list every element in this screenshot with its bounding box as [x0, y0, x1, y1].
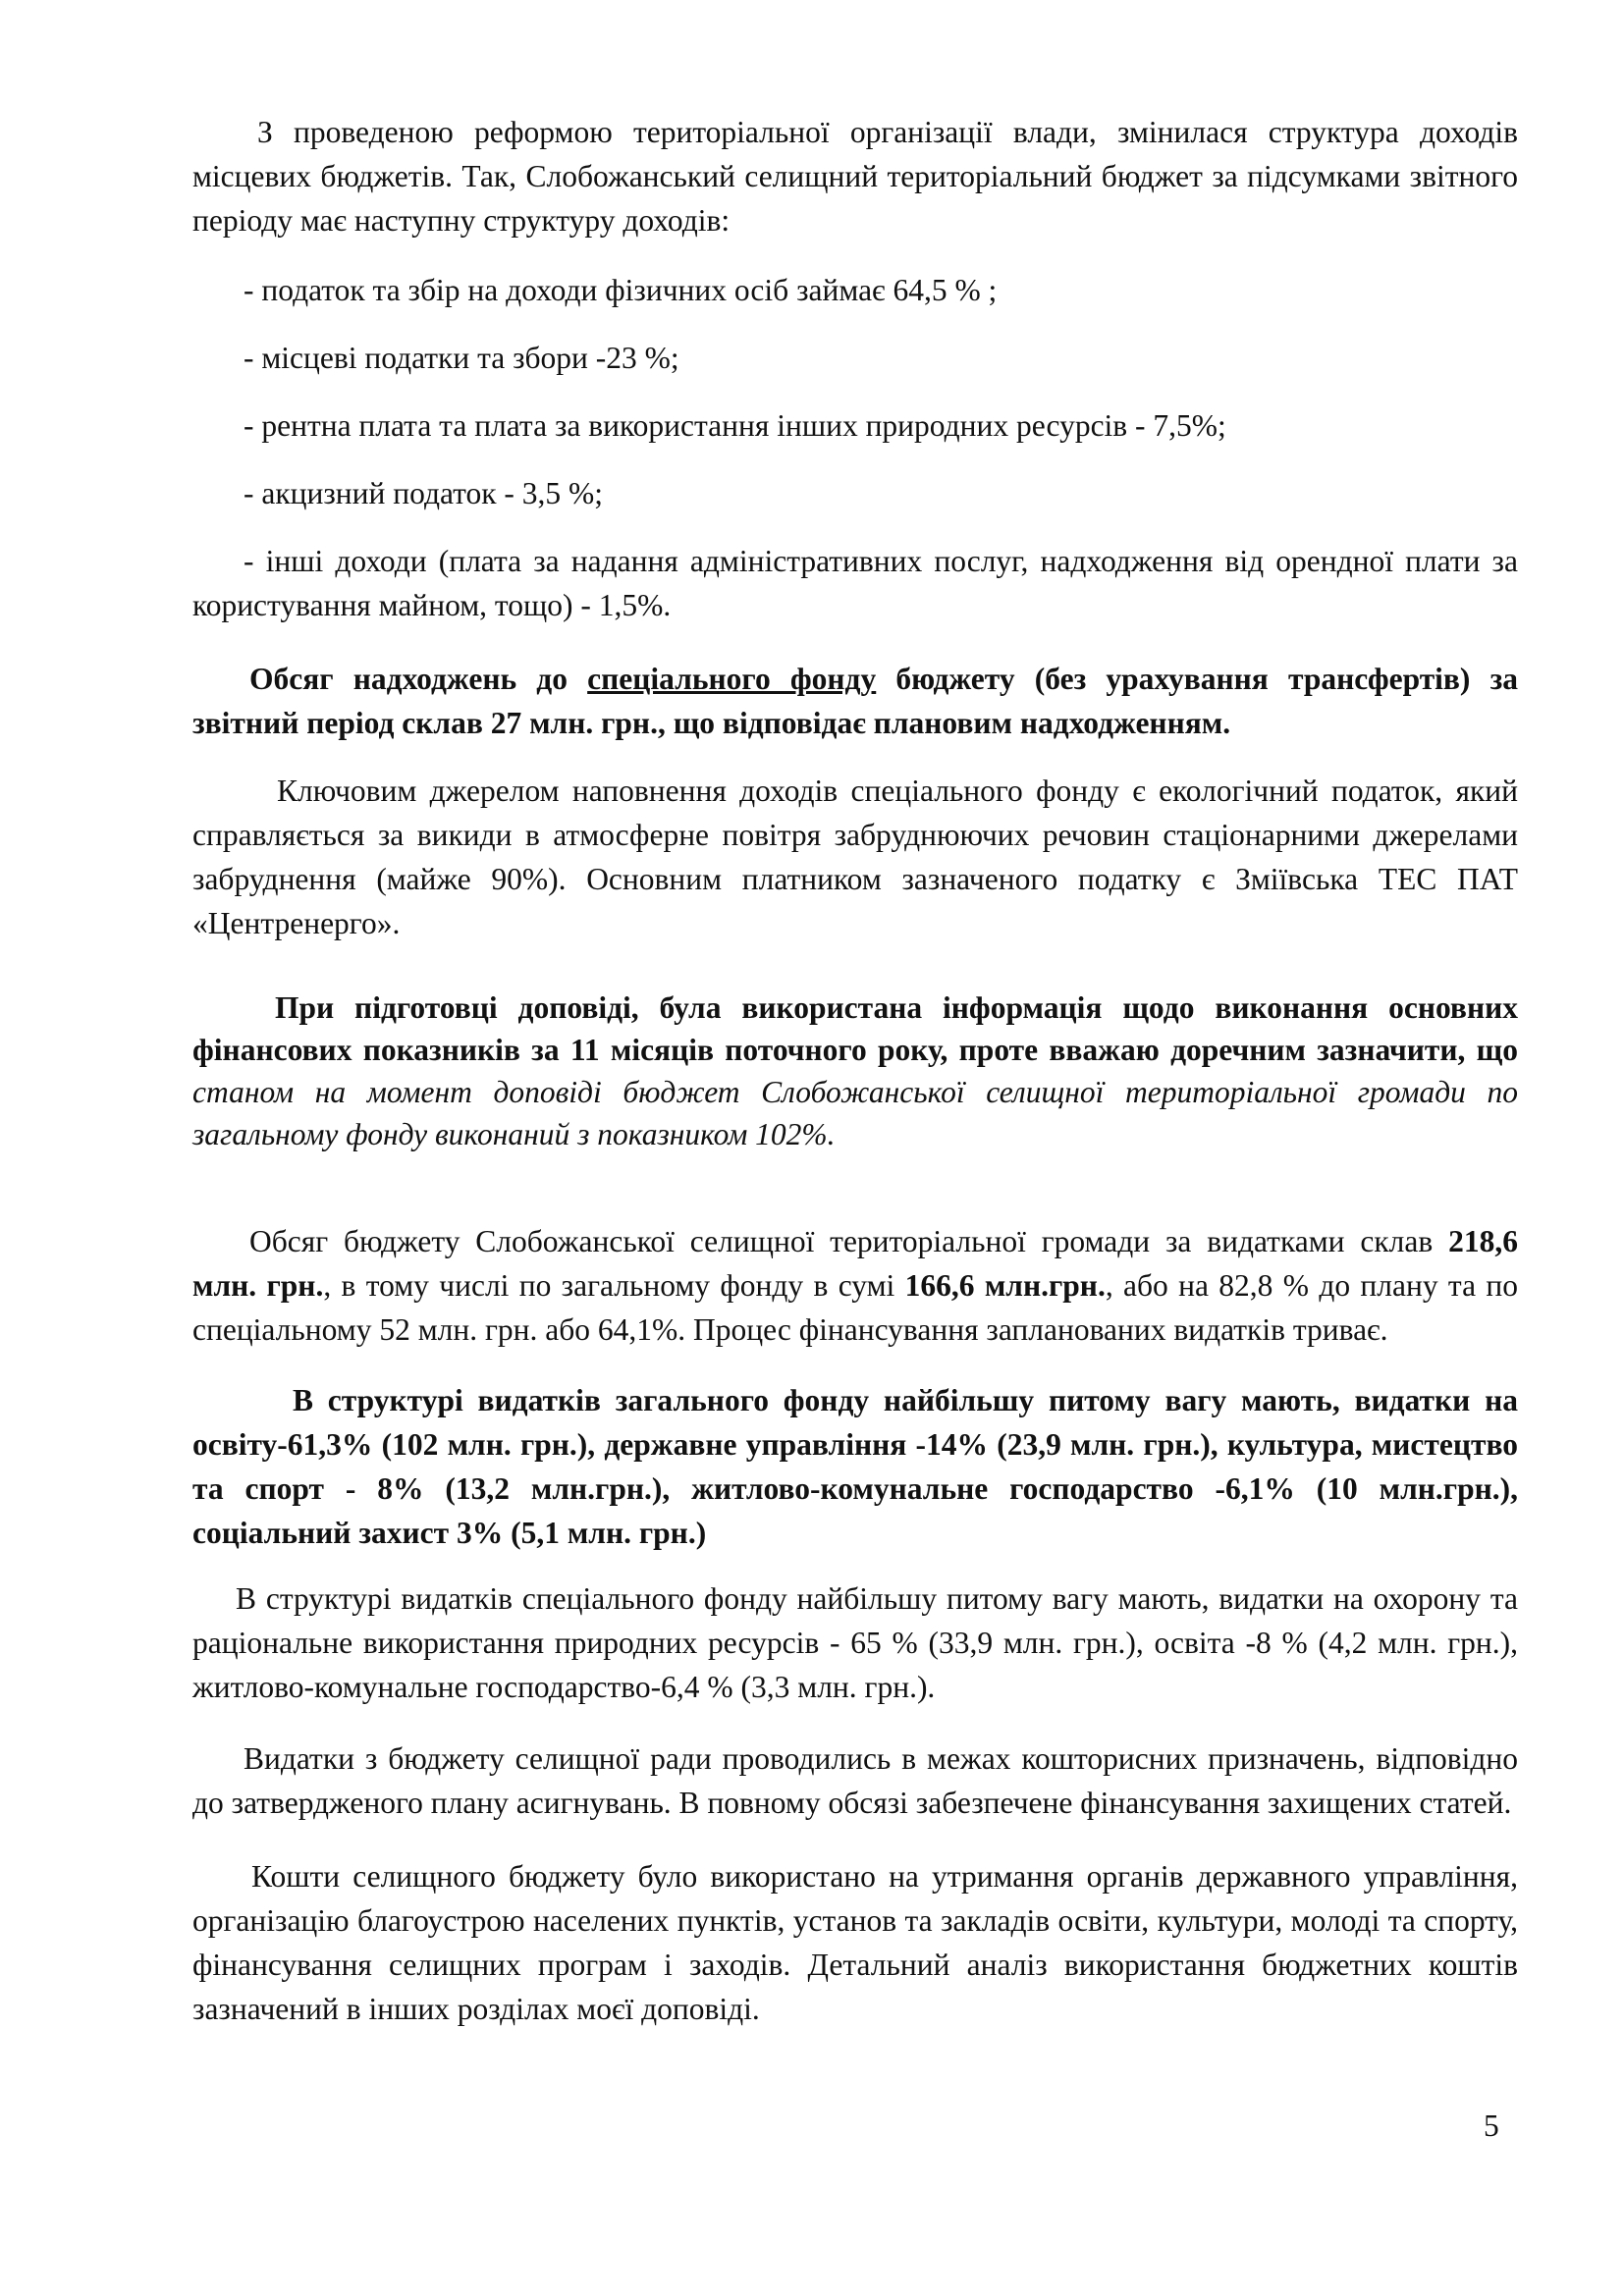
special-fund-paragraph	[192, 657, 1518, 745]
report-note-bold: При підготовці доповіді, була використана інформація щодо виконання основних фінансових показників за 11 місяців поточного року, проте вважаю доречним зазначити, що	[192, 990, 1518, 1067]
expenditure-text-1: Обсяг бюджету Слобожанської селищної територіальної громади за видатками склав	[249, 1224, 1449, 1258]
expenses-limits-paragraph: Видатки з бюджету селищної ради проводились в межах кошторисних призначень, відповідно до затвердженого плану асигнувань. В повному обсязі забезпечене фінансування захищених статей.	[192, 1741, 1518, 1820]
special-fund-underlined: спеціального фонду	[587, 662, 877, 696]
expenditure-total: 218,6 млн. грн.	[192, 1224, 1518, 1303]
special-fund-text-end: бюджету (без урахування трансфертів) за звітний період склав 27 млн. грн., що відповідає плановим надходженням.	[192, 662, 1519, 740]
intro-paragraph: З проведеною реформою територіальної організації влади, змінилася структура доходів місцевих бюджетів. Так, Слобожанський селищний територіальний бюджет за підсумками звітного періоду має наступну структуру доходів:	[192, 115, 1518, 238]
special-fund-text-start: Обсяг надходжень до	[249, 662, 588, 696]
income-item-excise: - акцизний податок - 3,5 %;	[244, 476, 604, 510]
expenditure-paragraph	[192, 1219, 1518, 1352]
report-note-italic: станом на момент доповіді бюджет Слобожанської селищної територіальної громади по загальному фонду виконаний з показником 102%.	[192, 1075, 1518, 1151]
income-item-other: - інші доходи (плата за надання адміністративних послуг, надходження від орендної плати за користування майном, тощо) - 1,5%.	[192, 544, 1518, 622]
page-number: 5	[1484, 2109, 1499, 2143]
eco-tax-paragraph: Ключовим джерелом наповнення доходів спеціального фонду є екологічний податок, який справляється за викиди в атмосферне повітря забруднюючих речовин стаціонарними джерелами забруднення (майже 90%). Основним платником зазначеного податку є Зміївська ТЕС ПАТ «Центренерго».	[192, 774, 1518, 940]
income-item-rent: - рентна плата та плата за використання інших природних ресурсів - 7,5%;	[244, 408, 1226, 443]
document-page	[192, 110, 1518, 2031]
income-item-pdfo: - податок та збір на доходи фізичних осіб займає 64,5 % ;	[244, 273, 998, 307]
income-item-local-taxes: - місцеві податки та збори -23 %;	[244, 341, 679, 375]
expenditure-text-3: , або на 82,8 % до плану та по спеціальному 52 млн. грн. або 64,1%. Процес фінансування запланованих видатків триває.	[192, 1268, 1518, 1347]
general-structure-paragraph: В структурі видатків загального фонду найбільшу питому вагу мають, видатки на освіту-61,3% (102 млн. грн.), державне управління -14% (23,9 млн. грн.), культура, мистецтво та спорт - 8% (13,2 млн.грн.), житлово-комунальне господарство -6,1% (10 млн.грн.), соціальний захист 3% (5,1 млн. грн.)	[192, 1383, 1518, 1550]
funds-usage-paragraph: Кошти селищного бюджету було використано на утримання органів державного управління, організацію благоустрою населених пунктів, установ та закладів освіти, культури, молоді та спорту, фінансування селищних програм і заходів. Детальний аналіз використання бюджетних коштів зазначений в інших розділах моєї доповіді.	[192, 1859, 1518, 2026]
expenditure-general-fund: 166,6 млн.грн.	[904, 1268, 1106, 1303]
special-structure-paragraph: В структурі видатків спеціального фонду найбільшу питому вагу мають, видатки на охорону та раціональне використання природних ресурсів - 65 % (33,9 млн. грн.), освіта -8 % (4,2 млн. грн.), житлово-комунальне господарство-6,4 % (3,3 млн. грн.).	[192, 1581, 1518, 1704]
report-note-paragraph	[192, 987, 1518, 1155]
expenditure-text-2: , в тому числі по загальному фонду в сумі	[323, 1268, 905, 1303]
